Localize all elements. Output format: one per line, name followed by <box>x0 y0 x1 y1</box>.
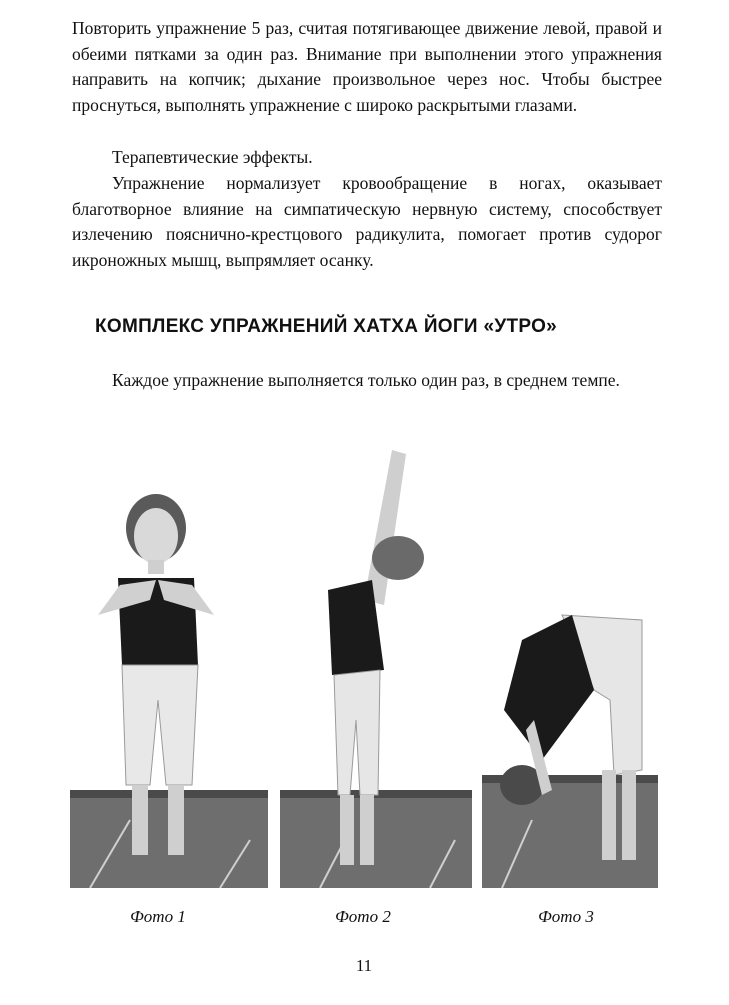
paragraph-effects: Упражнение нормализует кровообращение в ногах, оказывает благотворное влияние на симпатическую нервную систему, способствует излечению пояснично-крестцового радикулита, помогает против судорог икроножных мышц, выпрямляет осанку. <box>72 173 662 270</box>
paragraph-effects-title: Терапевтические эффекты. <box>112 147 313 167</box>
page-number: 11 <box>355 956 373 975</box>
paragraph-intro: Каждое упражнение выполняется только один раз, в среднем темпе. <box>112 370 620 390</box>
photo-3-image <box>482 440 658 888</box>
section-heading: КОМПЛЕКС УПРАЖНЕНИЙ ХАТХА ЙОГИ «УТРО» <box>95 316 558 337</box>
photo-1-image <box>70 440 268 888</box>
photo-1-caption: Фото 1 <box>130 907 186 926</box>
photo-2-caption: Фото 2 <box>335 907 391 926</box>
photo-2-image <box>280 440 472 888</box>
paragraph-instructions: Повторить упражнение 5 раз, считая потягивающее движение левой, правой и обеими пятками за один раз. Внимание при выполнении этого упражнения направить на копчик; дыхание произвольное через нос. Чтобы быстрее проснуться, выполнять упражнение с широко раскрытыми глазами. <box>72 18 662 115</box>
photo-3-caption: Фото 3 <box>538 907 594 926</box>
